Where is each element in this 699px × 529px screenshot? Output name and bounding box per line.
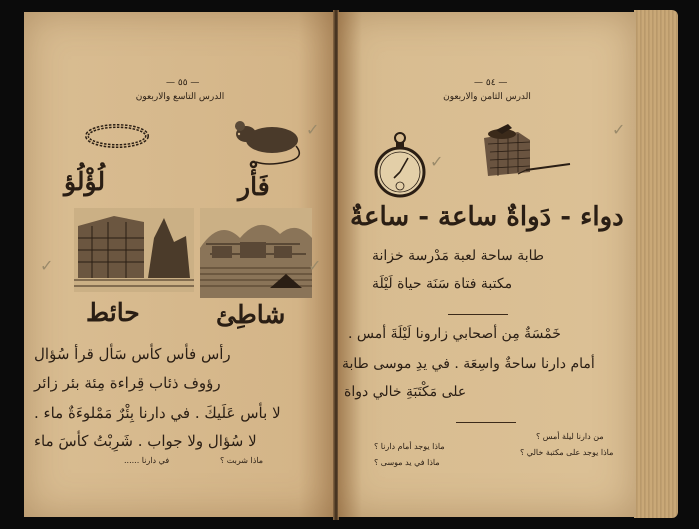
left-page [24, 12, 336, 517]
pencil-check-mark: ✓ [40, 256, 54, 275]
question: ماذا شربت ؟ [220, 456, 264, 465]
divider [456, 422, 516, 423]
inkwell-illustration [468, 124, 572, 188]
shore-illustration [200, 208, 312, 298]
right-page-number: — ٥٤ — [474, 78, 508, 88]
pencil-check-mark: ✓ [612, 120, 626, 139]
text-line: لا بأس عَلَيكَ . في دارنا بِئْرٌ مَمْلوءَةٌ ماء . [34, 404, 281, 422]
divider [448, 314, 508, 315]
question: ماذا يوجد أمام دارنا ؟ [374, 442, 445, 451]
word-wall: حائط [86, 298, 140, 327]
question: من دارنا ليلة أمس ؟ [536, 432, 604, 441]
necklace-illustration [82, 120, 152, 152]
word-pearl: لُؤْلُؤ [64, 167, 106, 196]
left-lesson-title: الدرس التاسع والاربعون [135, 92, 225, 102]
pencil-check-mark: ✓ [430, 152, 444, 171]
text-line: لا سُؤال ولا جواب . شَرِبْتُ كأسَ ماء [34, 432, 257, 450]
question: ماذا يوجد على مكتبة خالي ؟ [520, 448, 614, 457]
wall-illustration [74, 208, 194, 292]
left-page-number: — ٥٥ — [166, 78, 200, 88]
question: ماذا في يد موسى ؟ [374, 458, 440, 467]
lesson-heading: دواء - دَواةٌ ساعة - ساعةٌ [350, 202, 624, 232]
text-line: رأس فأس كأس سَأل قرأ سُؤال [34, 345, 231, 363]
pocket-watch-illustration [372, 130, 428, 200]
text-line: رؤوف ذئاب قِراءة مِئة بئر زائر [34, 374, 221, 392]
question: في دارنا ...... [124, 456, 170, 465]
mouse-illustration [230, 118, 308, 168]
text-line: أمام دارنا ساحةٌ واسِعَة . في يدِ موسى طابة [342, 356, 595, 372]
text-line: خَمْسَةٌ مِن أصحابي زارونا لَيْلَةَ أمس . [348, 326, 561, 342]
page-edges [634, 10, 678, 518]
word-row: طابة ساحة لعبة مَدْرسة خزانة [372, 248, 545, 264]
word-mouse: فَأْر [238, 172, 270, 201]
word-row: مكتبة فتاة سَنَة حياة لَيْلَة [372, 276, 513, 292]
text-line: على مَكْتَبَةِ خالي دواة [344, 384, 467, 400]
pencil-check-mark: ✓ [306, 120, 320, 139]
right-page [338, 12, 636, 517]
word-shore: شاطِئ [216, 300, 286, 329]
right-lesson-title: الدرس الثامن والاربعون [443, 92, 531, 102]
pencil-check-mark: ✓ [308, 256, 322, 275]
